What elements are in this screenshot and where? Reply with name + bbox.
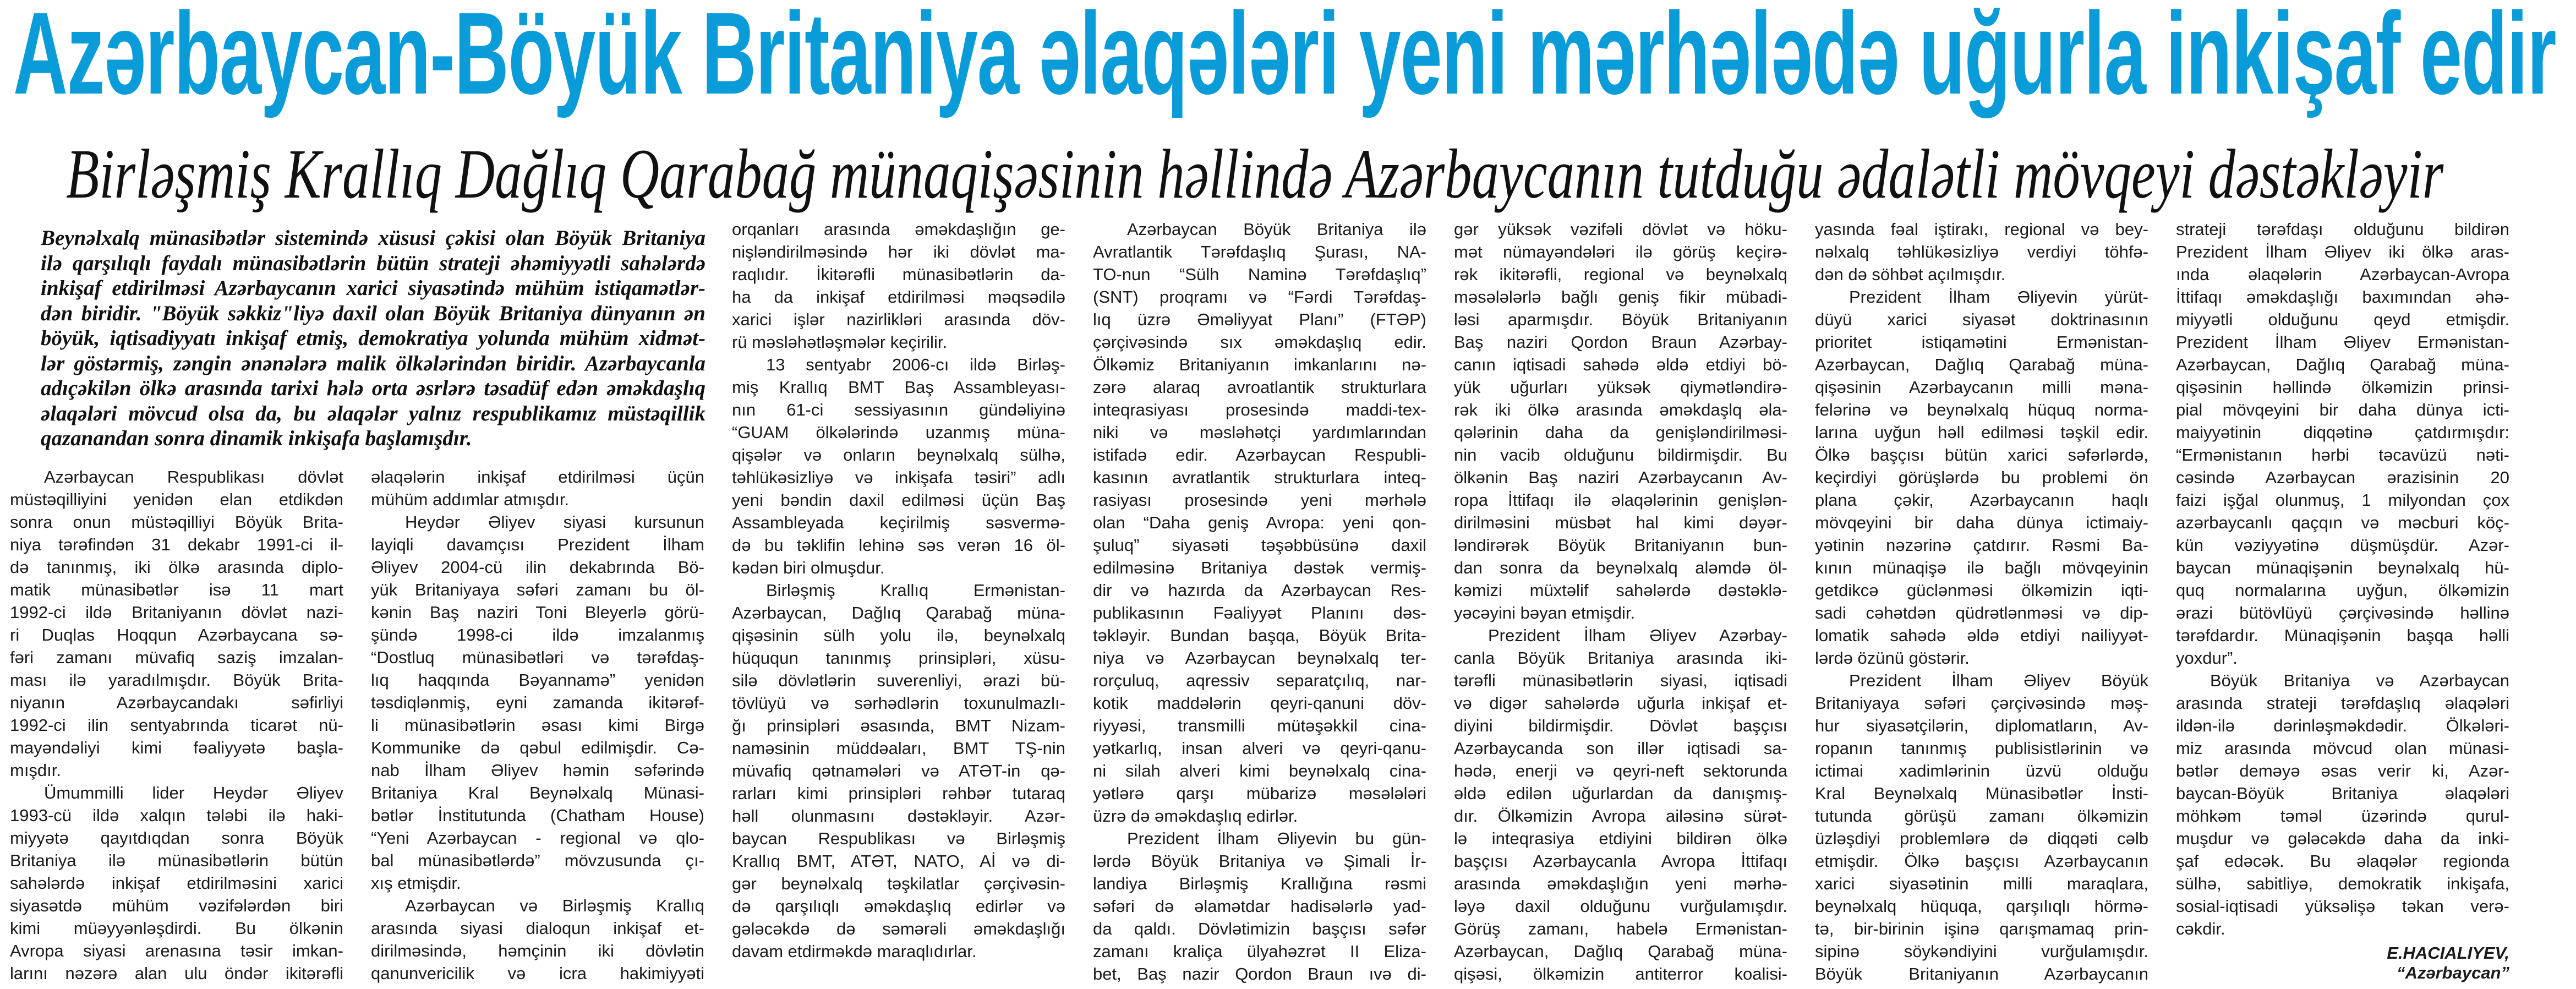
- article-column-2: [371, 466, 704, 985]
- text-line: kün vəziyyətinə düşmüşdür. Azər-: [2176, 536, 2509, 555]
- text-line: Heydər Əliyev siyasi kursunun: [405, 512, 704, 532]
- paragraph: [1815, 286, 2148, 669]
- article-column-4: [1093, 218, 1426, 985]
- text-line: Azərbaycanda son illər iqtisadi sa-: [1454, 739, 1787, 758]
- text-line: fəri zamanı müvafiq saziş imzalan-: [10, 648, 343, 667]
- text-line: gələcəkdə də səmərəli əməkdaşlığı: [732, 919, 1065, 938]
- text-line: Azərbaycan, Dağlıq Qarabağ müna-: [2176, 355, 2509, 374]
- text-line: mövqeyini bir daha dünya ictimaiy-: [1815, 513, 2148, 532]
- text-line: Ölkə başçısı bütün xarici səfərlərdə,: [1815, 445, 2148, 465]
- text-line: miyyətə qayıtdıqdan sonra Böyük: [10, 828, 343, 848]
- text-line: ləndirərək Böyük Britaniyanın bun-: [1454, 536, 1787, 555]
- text-line: zərə alaraq avroatlantik strukturlara: [1093, 378, 1426, 397]
- text-line: Prezident İlham Əliyevin yürüt-: [1849, 287, 2148, 307]
- text-line: zamanı kraliça ülyahəzrət II Eliza-: [1093, 942, 1426, 961]
- text-line: diyini bildirmişdir. Dövlət başçısı: [1454, 716, 1787, 735]
- text-line: sonra onun müstəqilliyi Böyük Brita-: [10, 512, 343, 532]
- text-line: silə dövlətlərin suverenliyi, ərazi bü-: [732, 671, 1065, 690]
- text-line: beynəlxalq hüquqa, qarşılıqlı hörmə-: [1815, 897, 2148, 916]
- text-line: raqlıdır. İkitərəfli münasibətlərin da-: [732, 265, 1065, 284]
- text-line: tutunda görüşü zamanı ölkəmizin: [1815, 806, 2148, 826]
- text-line: qişəsinin Azərbaycanın milli məna-: [1815, 378, 2148, 397]
- text-line: tə, bir-birinin işinə qarışmamaq prin-: [1815, 919, 2148, 938]
- text-line: rarları kimi prinsipləri rəhbər tutaraq: [732, 784, 1065, 803]
- text-line: ölkənin Baş naziri Azərbaycanın Av-: [1454, 468, 1787, 487]
- text-line: rü məsləhətləşmələr keçirilir.: [732, 332, 948, 352]
- text-line: faizi işğal olunmuş, 1 milyondan çox: [2176, 490, 2509, 510]
- text-line: “Ermənistanın hərbi təcavüzü nəti-: [2176, 445, 2509, 465]
- text-line: nəlxalq təhlükəsizliyə verdiyi töhfə-: [1815, 242, 2148, 261]
- text-line: Prezident İlham Əliyev Azərbay-: [1488, 626, 1787, 645]
- text-line: Əliyev 2004-cü ilin dekabrında Bö-: [371, 558, 704, 577]
- text-line: bet, Baş nazir Qordon Braun ıvə di-: [1093, 964, 1426, 983]
- text-line: qişələr və onların beynəlxalq sülhə,: [732, 445, 1065, 465]
- text-line: Britaniyaya səfəri çərçivəsində məş-: [1815, 693, 2148, 713]
- text-line: rək iki ölkə arasında əməkdaşlq əla-: [1454, 400, 1787, 419]
- text-line: Krallıq BMT, ATƏT, NATO, Aİ və di-: [732, 851, 1065, 871]
- text-line: prioritet istiqamətini Ermənistan-: [1815, 332, 2148, 352]
- text-line: “Yeni Azərbaycan - regional və qlo-: [371, 828, 704, 848]
- article-column-6: [1815, 218, 2148, 985]
- author-name: E.HACIALIYEV,: [2387, 943, 2509, 963]
- text-line: ropa İttifaqı ilə əlaqələrinin genişlən-: [1454, 490, 1787, 510]
- paragraph: [371, 894, 704, 985]
- text-line: dan sonra da beynəlxalq aləmdə öl-: [1454, 558, 1787, 577]
- text-line: yəcəyini bəyan etmişdir.: [1454, 603, 1636, 622]
- text-line: əlaqələrin inkişaf etdirilməsi üçün: [371, 467, 704, 487]
- text-line: yük uğurları yüksək qiymətləndirə-: [1454, 378, 1787, 397]
- text-line: sadi cəhətdən qüdrətlənməsi və dip-: [1815, 603, 2148, 622]
- text-line: plana çəkir, Azərbaycanın haqlı: [1815, 490, 2148, 510]
- text-line: Azərbaycan, Dağlıq Qarabağ müna-: [732, 603, 1065, 622]
- text-line: də bu təklifin lehinə səs verən 16 öl-: [732, 536, 1065, 555]
- text-line: yətkarlıq, insan alveri və qeyri-qanu-: [1093, 739, 1426, 758]
- text-line: dən də söhbət açılmışdır.: [1815, 265, 2006, 284]
- text-line: rək ikitərəfli, regional və beynəlxalq: [1454, 265, 1787, 284]
- text-line: kəmizi müxtəlif sahələrdə dəstəklə-: [1454, 581, 1787, 600]
- text-line: xarici siyasətinin milli maraqlara,: [1815, 874, 2148, 893]
- paragraph: [1815, 218, 2148, 286]
- text-line: publikasının Fəaliyyət Planını dəs-: [1093, 603, 1426, 622]
- text-line: getdikcə güclənməsi ölkəmizin iqti-: [1815, 581, 2148, 600]
- text-line: səfəri də əlamətdar hadisələrlə yad-: [1093, 897, 1426, 916]
- text-line: qişəsinin həllində ölkəmizin prinsi-: [2176, 378, 2509, 397]
- text-line: 1992-ci ilin sentyabrında ticarət nü-: [10, 715, 343, 735]
- text-line: pial mövqeyini bir daha dünya icti-: [2176, 400, 2509, 419]
- text-line: təsdiqlənmiş, eyni zamanda ikitərəf-: [371, 693, 704, 712]
- text-line: dirilməsini müsbət hal kimi dəyər-: [1454, 513, 1787, 532]
- text-line: ha da inkişaf etdirilməsi məqsədilə: [732, 287, 1065, 307]
- text-line: qişəsinin sülh yolu ilə, beynəlxalq: [732, 626, 1065, 645]
- text-line: lıq üzrə Əməliyyat Planı” (FTƏP): [1093, 310, 1426, 329]
- text-line: gər beynəlxalq təşkilatlar çərçivəsin-: [732, 874, 1065, 893]
- text-line: bətlər deməyə əsas verir ki, Azər-: [2176, 761, 2509, 780]
- text-line: dır. Ölkəmizin Avropa ailəsinə sürət-: [1454, 806, 1787, 826]
- text-line: yasında fəal iştirakı, regional və bey-: [1815, 220, 2148, 239]
- text-line: Ümummilli lider Heydər Əliyev: [44, 783, 343, 802]
- text-line: gər yüksək vəzifəli dövlət və höku-: [1454, 220, 1787, 239]
- text-line: ildən-ilə dərinləşməkdədir. Ölkələri-: [2176, 716, 2509, 735]
- text-line: Assambleyada keçirilmiş səsvermə-: [732, 513, 1065, 532]
- article-column-1: [10, 466, 343, 985]
- text-line: mayəndəliyi kimi fəaliyyətə başla-: [10, 738, 343, 757]
- text-line: siyasətdə mühüm vəzifələrdən biri: [10, 896, 343, 915]
- text-line: yeni bəndin daxil edilməsi üçün Baş: [732, 490, 1065, 510]
- text-line: landiya Birləşmiş Krallığına rəsmi: [1093, 874, 1426, 893]
- text-line: arasında əməkdaşlığın yeni mərhə-: [1454, 874, 1787, 893]
- text-line: lə inteqrasiya etdiyini bildirən ölkə: [1454, 829, 1787, 848]
- text-line: İttifaqı əməkdaşlığı baxımından əhə-: [2176, 287, 2509, 307]
- lead-line: əlaqələri mövcud olsa da, bu əlaqələr yalnız respublikamız müstəqillik: [41, 401, 705, 425]
- text-line: Azərbaycan və Birləşmiş Krallıq: [405, 896, 704, 915]
- text-line: sülhə, sabitliyə, demokratik inkişafa,: [2176, 874, 2509, 893]
- text-line: felərinə və beynəlxalq hüquq norma-: [1815, 400, 2148, 419]
- text-line: naməsinin müddəaları, BMT TŞ-nin: [732, 739, 1065, 758]
- text-line: kının münaqişə ilə bağlı mövqeyinin: [1815, 558, 2148, 577]
- text-line: dirilməsində, həmçinin iki dövlətin: [371, 941, 704, 960]
- text-line: ması ilə yaradılmışdır. Böyük Brita-: [10, 670, 343, 690]
- text-line: cəsində Azərbaycan ərazisinin 20: [2176, 468, 2509, 487]
- text-line: kənin Baş naziri Toni Bleyerlə görü-: [371, 603, 704, 622]
- text-line: ropanın tanınmış publisistlərinin və: [1815, 739, 2148, 758]
- text-line: şaf edəcək. Bu əlaqələr regionda: [2176, 851, 2509, 871]
- text-line: Azərbaycan Böyük Britaniya ilə: [1127, 220, 1426, 239]
- text-line: Böyük Britaniya və Azərbaycan: [2210, 671, 2509, 690]
- text-line: (SNT) proqramı və “Fərdi Tərəfdaş-: [1093, 287, 1426, 307]
- text-line: çərçivəsində sıx əməkdaşlıq edir.: [1093, 332, 1426, 352]
- text-line: baycan-Böyük Britaniya əlaqələri: [2176, 784, 2509, 803]
- text-line: 1992-ci ildə Britaniyanın dövlət nazi-: [10, 603, 343, 622]
- text-line: matik münasibətlər isə 11 mart: [10, 580, 343, 599]
- text-line: lərdə Böyük Britaniya və Şimali İr-: [1093, 851, 1426, 871]
- text-line: Azərbaycan Respublikası dövlət: [44, 467, 343, 487]
- article-column-3: [732, 218, 1065, 963]
- text-line: Prezident İlham Əliyevin bu gün-: [1127, 829, 1426, 848]
- paragraph: [732, 218, 1065, 353]
- text-line: hüququn tanınmış prinsipləri, xüsu-: [732, 648, 1065, 668]
- text-line: ərazi bütövlüyü çərçivəsində həllinə: [2176, 603, 2509, 622]
- text-line: Baş naziri Qordon Braun Azərbay-: [1454, 332, 1787, 352]
- text-line: yətlərə qarşı mübarizə məsələləri: [1093, 784, 1426, 803]
- paragraph: [2176, 218, 2509, 669]
- text-line: xarici işlər nazirlikləri arasında döv-: [732, 310, 1065, 329]
- text-line: Avropa siyasi arenasına təsir imkan-: [10, 941, 343, 960]
- text-line: canla Böyük Britaniya arasında iki-: [1454, 648, 1787, 668]
- lead-line: inkişaf etdirilməsi Azərbaycanın xarici siyasətində mühüm istiqamətlər-: [41, 276, 705, 300]
- text-line: müstəqilliyini yenidən elan etdikdən: [10, 490, 343, 509]
- text-line: Birləşmiş Krallıq Ermənistan-: [766, 581, 1065, 600]
- paragraph: [1454, 218, 1787, 624]
- text-line: nişləndirilməsində hər iki dövlət ma-: [732, 242, 1065, 261]
- text-line: ğı prinsipləri əsasında, BMT Nizam-: [732, 716, 1065, 735]
- text-line: şuluq” siyasəti təşəbbüsünə daxil: [1093, 536, 1426, 555]
- paragraph: [1093, 827, 1426, 985]
- lead-line: qazanandan sonra dinamik inkişafa başlamışdır.: [41, 427, 472, 450]
- text-line: hədə, enerji və qeyri-neft sektorunda: [1454, 761, 1787, 780]
- text-line: ləsi aparmışdır. Böyük Britaniyanın: [1454, 310, 1787, 329]
- text-line: hur siyasətçilərin, diplomatların, Av-: [1815, 716, 2148, 735]
- text-line: lomatik sahədə əldə etdiyi nailiyyət-: [1815, 626, 2148, 645]
- lead-paragraph: [41, 226, 705, 451]
- text-line: kədən biri olmuşdur.: [732, 558, 885, 577]
- text-line: inteqrasiyası prosesində maddi-tex-: [1093, 400, 1426, 419]
- text-line: larına uyğun həll edilməsi təşkil edir.: [1815, 423, 2148, 442]
- text-line: ləyə daxil olduğunu vurğulamışdır.: [1454, 897, 1787, 916]
- text-line: mühüm addımlar atmışdır.: [371, 490, 570, 509]
- lead-line: lər göstərmiş, zəngin ənənələrə malik ölkələrindən biridir. Azərbaycanla: [41, 351, 705, 375]
- text-line: təhlükəsizliyə və inkişafa təsiri” adlı: [732, 468, 1065, 487]
- paragraph: [2176, 669, 2509, 940]
- article-column-7: [2176, 218, 2509, 940]
- text-line: nab İlham Əliyev həmin səfərində: [371, 761, 704, 780]
- text-line: “Dostluq münasibətləri və tərəfdaş-: [371, 648, 704, 667]
- text-line: maiyyətinin diqqətinə çatdırmışdır:: [2176, 423, 2509, 442]
- subheadline: Birləşmiş Krallıq Dağlıq Qarabağ münaqişəsinin həllində Azərbaycanın tutduğu ədalətli mövqeyi dəstəkləyir: [66, 135, 2444, 213]
- text-line: bal münasibətlərdə” mövzusunda çı-: [371, 851, 704, 870]
- text-line: niya və Azərbaycan beynəlxalq ter-: [1093, 648, 1426, 668]
- text-line: müvafiq qətnamələri və ATƏT-in qə-: [732, 761, 1065, 780]
- text-line: ında əlaqələrin Azərbaycan-Avropa: [2176, 265, 2509, 284]
- text-line: kotik maddələrin qeyri-qanuni döv-: [1093, 693, 1426, 713]
- text-line: layiqli davamçısı Prezident İlham: [371, 535, 704, 554]
- byline: [2176, 943, 2509, 983]
- text-line: qanunvericilik və icra hakimiyyəti: [371, 964, 704, 983]
- text-line: “GUAM ölkələrində uzanmış müna-: [732, 423, 1065, 442]
- text-line: Azərbaycan, Dağlıq Qarabağ müna-: [1454, 942, 1787, 961]
- text-line: Ölkəmiz Britaniyanın imkanlarını nə-: [1093, 355, 1426, 374]
- text-line: Görüş zamanı, habelə Ermənistan-: [1454, 919, 1787, 938]
- text-line: Britaniya Kral Beynəlxalq Münasi-: [371, 783, 704, 802]
- text-line: baycan Respublikası və Birləşmiş: [732, 829, 1065, 848]
- text-line: ictimai xadimlərinin üzvü olduğu: [1815, 761, 2148, 780]
- text-line: şündə 1998-ci ildə imzalanmış: [371, 625, 704, 644]
- text-line: nin vacib olduğunu bildirmişdir. Bu: [1454, 445, 1787, 465]
- text-line: miş Krallıq BMT Baş Assambleyası-: [732, 378, 1065, 397]
- text-line: də tanınmış, iki ölkə arasında diplo-: [10, 558, 343, 577]
- text-line: Böyük Britaniyanın Azərbaycanın: [1815, 964, 2148, 983]
- paragraph: [10, 782, 343, 985]
- text-line: Prezident İlham Əliyev iki ölkə aras-: [2176, 242, 2509, 261]
- text-line: lıq haqqında Bəyannamə” yenidən: [371, 670, 704, 690]
- text-line: üzləşdiyi problemlərə də diqqəti cəlb: [1815, 829, 2148, 848]
- text-line: kimi müəyyənləşdirdi. Bu ölkənin: [10, 919, 343, 938]
- article-column-5: [1454, 218, 1787, 985]
- text-line: orqanları arasında əməkdaşlığın ge-: [732, 220, 1065, 239]
- text-line: əldə edilən uğurlardan da danışmış-: [1454, 784, 1787, 803]
- text-line: mışdır.: [10, 761, 62, 780]
- lead-line: ilə qarşılıqlı faydalı münasibətlərin bütün strateji əhəmiyyətli sahələrdə: [41, 251, 705, 275]
- text-line: larını nəzərə alan ulu öndər ikitərəfli: [10, 964, 343, 983]
- text-line: qişəsi, ölkəmizin antiterror koalisi-: [1454, 964, 1787, 983]
- text-line: lərdə özünü göstərir.: [1815, 648, 1970, 668]
- text-line: sipinə söykəndiyini vurğulamışdır.: [1815, 942, 2148, 961]
- text-line: möhkəm təməl üzərində qurul-: [2176, 806, 2509, 826]
- text-line: canın iqtisadi sahədə əldə etdiyi bö-: [1454, 355, 1787, 374]
- text-line: niki və məsləhətçi yardımlarından: [1093, 423, 1426, 442]
- text-line: nın 61-ci sessiyasının gündəliyinə: [732, 400, 1065, 419]
- paragraph: [10, 466, 343, 782]
- paragraph: [732, 579, 1065, 963]
- text-line: Britaniya ilə münasibətlərin bütün: [10, 851, 343, 870]
- paragraph: [732, 353, 1065, 579]
- text-line: də qarşılıqlı əməkdaşlıq edirlər və: [732, 897, 1065, 916]
- text-line: tərəfli münasibətlərin siyasi, iqtisadi: [1454, 671, 1787, 690]
- text-line: istifadə edir. Azərbaycan Respubli-: [1093, 445, 1426, 465]
- text-line: arasında strateji tərəfdaşlıq əlaqələri: [2176, 693, 2509, 713]
- lead-line: adıçəkilən ölkə arasında tarixi hələ orta əsrlərə təsadüf edən əməkdaşlıq: [41, 376, 705, 400]
- text-line: ni silah alveri kimi beynəlxalq cina-: [1093, 761, 1426, 780]
- text-line: üzrə də əməkdaşlıq edirlər.: [1093, 806, 1298, 826]
- text-line: təkləyir. Bundan başqa, Böyük Brita-: [1093, 626, 1426, 645]
- text-line: olan “Daha geniş Avropa: yeni qon-: [1093, 513, 1426, 532]
- lead-line: dən biridir. "Böyük səkkiz"liyə daxil olan Böyük Britaniya dünyanın ən: [41, 301, 705, 325]
- text-line: mət nümayəndələri ilə görüş keçirə-: [1454, 242, 1787, 261]
- text-line: kasının avratlantik strukturlara inteq-: [1093, 468, 1426, 487]
- text-line: rorçuluq, aqressiv separatçılıq, nar-: [1093, 671, 1426, 690]
- text-line: Prezident İlham Əliyev Ermənistan-: [2176, 332, 2509, 352]
- text-line: arasında siyasi dialoqun inkişaf et-: [371, 919, 704, 938]
- text-line: yoxdur”.: [2176, 648, 2238, 668]
- paragraph: [371, 466, 704, 511]
- text-line: li münasibətlərin əsası kimi Birgə: [371, 715, 704, 735]
- paragraph: [1454, 624, 1787, 985]
- text-line: qələrinin daha da genişləndirilməsi-: [1454, 423, 1787, 442]
- text-line: tərəfdardır. Münaqişənin başqa həlli: [2176, 626, 2509, 645]
- text-line: ri Duqlas Hoqqun Azərbaycana sə-: [10, 625, 343, 644]
- text-line: Prezident İlham Əliyev Böyük: [1849, 671, 2148, 690]
- text-line: yük Britaniyaya səfəri zamanı bu öl-: [371, 580, 704, 599]
- text-line: sosial-iqtisadi yüksəlişə təkan verə-: [2176, 897, 2509, 916]
- text-line: azərbaycanlı qaçqın və məcburi köç-: [2176, 513, 2509, 532]
- text-line: muşdur və gələcəkdə daha da inki-: [2176, 829, 2509, 848]
- paragraph: [1093, 218, 1426, 827]
- text-line: 1993-cü ildə xalqın tələbi ilə haki-: [10, 806, 343, 825]
- text-line: xış etmişdir.: [371, 873, 461, 893]
- text-line: davam etdirməkdə maraqlıdırlar.: [732, 942, 977, 961]
- text-line: etmişdir. Ölkə başçısı Azərbaycanın: [1815, 851, 2148, 871]
- text-line: dir və hazırda da Azərbaycan Res-: [1093, 581, 1426, 600]
- text-line: yətinin nəzərinə çatdırır. Rəsmi Ba-: [1815, 536, 2148, 555]
- text-line: məsələlərlə bağlı geniş fikir mübadi-: [1454, 287, 1787, 307]
- text-line: düyü xarici siyasət doktrinasının: [1815, 310, 2148, 329]
- text-line: həll olunmasını dəstəkləyir. Azər-: [732, 806, 1065, 826]
- text-line: 13 sentyabr 2006-cı ildə Birləş-: [766, 355, 1065, 374]
- source-name: “Azərbaycan”: [2396, 963, 2509, 982]
- lead-line: Beynəlxalq münasibətlər sistemində xüsusi çəkisi olan Böyük Britaniya: [41, 226, 705, 250]
- text-line: keçirdiyi görüşlərdə bu problemi ön: [1815, 468, 2148, 487]
- text-line: riyyəsi, transmilli mütəşəkkil cina-: [1093, 716, 1426, 735]
- text-line: da qaldı. Dövlətimizin başçısı səfər: [1093, 919, 1426, 938]
- lead-line: böyük, iqtisadiyyatı inkişaf etmiş, demokratiya yolunda mühüm xidmət-: [41, 326, 705, 350]
- text-line: sahələrdə inkişaf etdirilməsini xarici: [10, 873, 343, 893]
- text-line: quq normalarına uyğun, ölkəmizin: [2176, 581, 2509, 600]
- text-line: Kral Beynəlxalq Münasibətlər İnsti-: [1815, 784, 2148, 803]
- text-line: Kommunike də qəbul edilmişdir. Cə-: [371, 738, 704, 757]
- paragraph: [1815, 669, 2148, 985]
- text-line: niya tərəfindən 31 dekabr 1991-ci il-: [10, 535, 343, 554]
- text-line: baycan münaqişənin beynəlxalq hü-: [2176, 558, 2509, 577]
- text-line: niyanın Azərbaycandakı səfirliyi: [10, 693, 343, 712]
- text-line: rasiyası prosesində yeni mərhələ: [1093, 490, 1426, 510]
- paragraph: [371, 511, 704, 894]
- text-line: başçısı Azərbaycanla Avropa İttifaqı: [1454, 851, 1787, 871]
- text-line: miz arasında mövcud olan münasi-: [2176, 739, 2509, 758]
- text-line: Azərbaycan, Dağlıq Qarabağ müna-: [1815, 355, 2148, 374]
- text-line: TO-nun “Sülh Naminə Tərəfdaşlıq”: [1093, 265, 1426, 284]
- text-line: tövlüyü və sərhədlərin toxunulmazlı-: [732, 693, 1065, 713]
- headline: Azərbaycan-Böyük Britaniya əlaqələri yeni mərhələdə uğurla inkişaf edir: [13, 0, 2556, 118]
- text-line: Avratlantik Tərəfdaşlıq Şurası, NA-: [1093, 242, 1426, 261]
- text-line: strateji tərəfdaşı olduğunu bildirən: [2176, 220, 2509, 239]
- text-line: bətlər İnstitutunda (Chatham House): [371, 806, 704, 825]
- text-line: və digər sahələrdə uğurla inkişaf et-: [1454, 693, 1787, 713]
- text-line: miyyətli olduğunu qeyd etmişdir.: [2176, 310, 2509, 329]
- text-line: edilməsinə Britaniya dəstək vermiş-: [1093, 558, 1426, 577]
- text-line: cəkdir.: [2176, 919, 2225, 938]
